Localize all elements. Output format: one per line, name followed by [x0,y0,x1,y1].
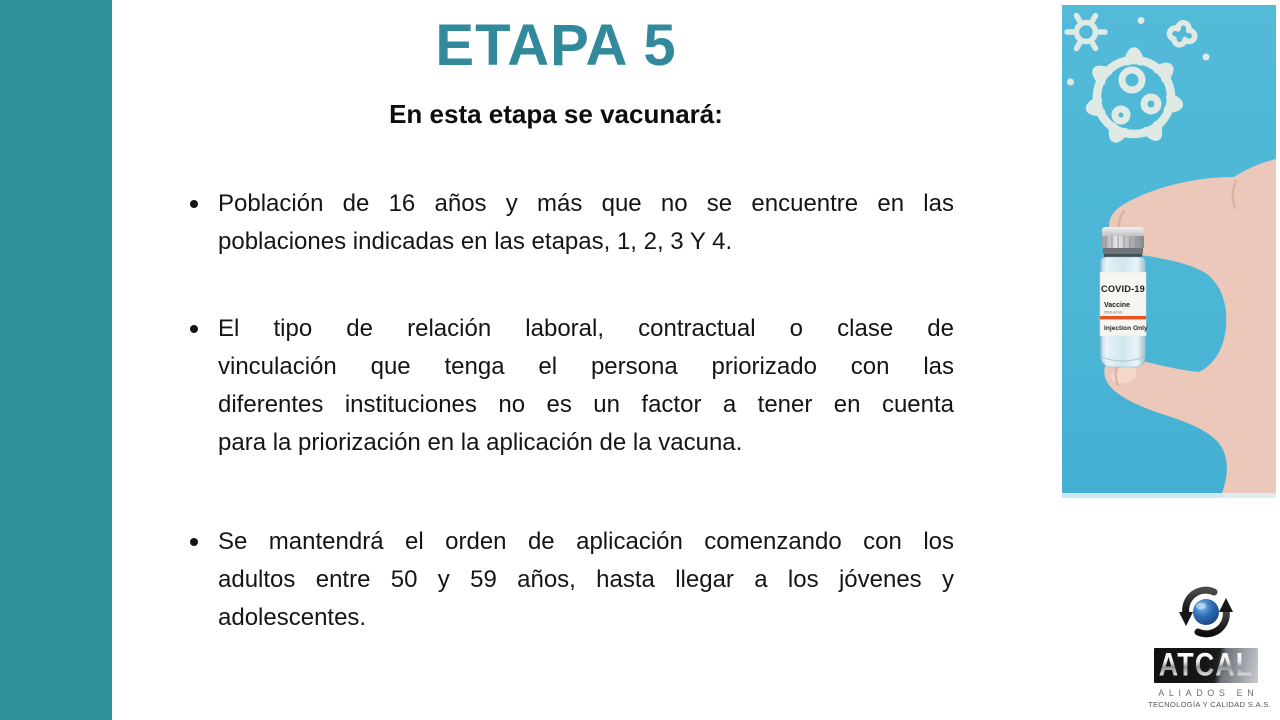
atcal-wordmark: ATCAL [1158,646,1254,683]
lot-label-text: 2019-nCoV [1104,310,1123,315]
slide-subtitle: En esta etapa se vacunará: [389,99,723,129]
bullet-line: El tipo de relación laboral, contractual o clase de [218,315,954,342]
bullet-text [218,310,954,462]
bullet-line: vinculación que tenga el persona priorizado con las [218,353,954,380]
injection-only-text: Injection Only [1104,325,1148,332]
vial-label [1100,272,1148,336]
orbit-sphere-icon [1171,580,1241,644]
slide-title: ETAPA 5 [435,13,677,78]
bullet-marker-icon [190,200,198,208]
atcal-tagline-1: ALIADOS EN [1158,688,1259,698]
vaccine-label-text: Vaccine [1104,302,1131,309]
bullet-item [190,523,956,637]
label-stripe [1100,316,1146,319]
left-accent-bar [0,0,112,720]
covid19-label-text: COVID-19 [1101,284,1145,294]
bullet-line: para la priorización en la aplicación de la vacuna. [218,429,743,456]
bullet-marker-icon [190,325,198,333]
bullet-text [218,523,954,637]
bullet-text [218,185,954,261]
bullet-line: adolescentes. [218,604,367,631]
atcal-wordmark-box [1154,648,1258,683]
bullet-line: Se mantendrá el orden de aplicación comenzando con los [218,528,954,555]
bullet-line: diferentes instituciones no es un factor a tener en cuenta [218,391,954,418]
vial-cap [1102,227,1144,258]
bullet-item [190,185,956,261]
bullet-line: Población de 16 años y más que no se encuentre en las [218,190,954,217]
bullet-line: adultos entre 50 y 59 años, hasta llegar a los jóvenes y [218,566,954,593]
bullet-line: poblaciones indicadas en las etapas, 1, 2, 3 Y 4. [218,228,733,255]
atcal-tagline-2: TECNOLOGÍA Y CALIDAD S.A.S. [1148,700,1272,709]
atcal-logo [1148,580,1272,709]
vaccine-photo [1062,5,1276,498]
bullet-marker-icon [190,538,198,546]
vaccine-vial [1100,227,1148,367]
bullet-item [190,310,956,462]
